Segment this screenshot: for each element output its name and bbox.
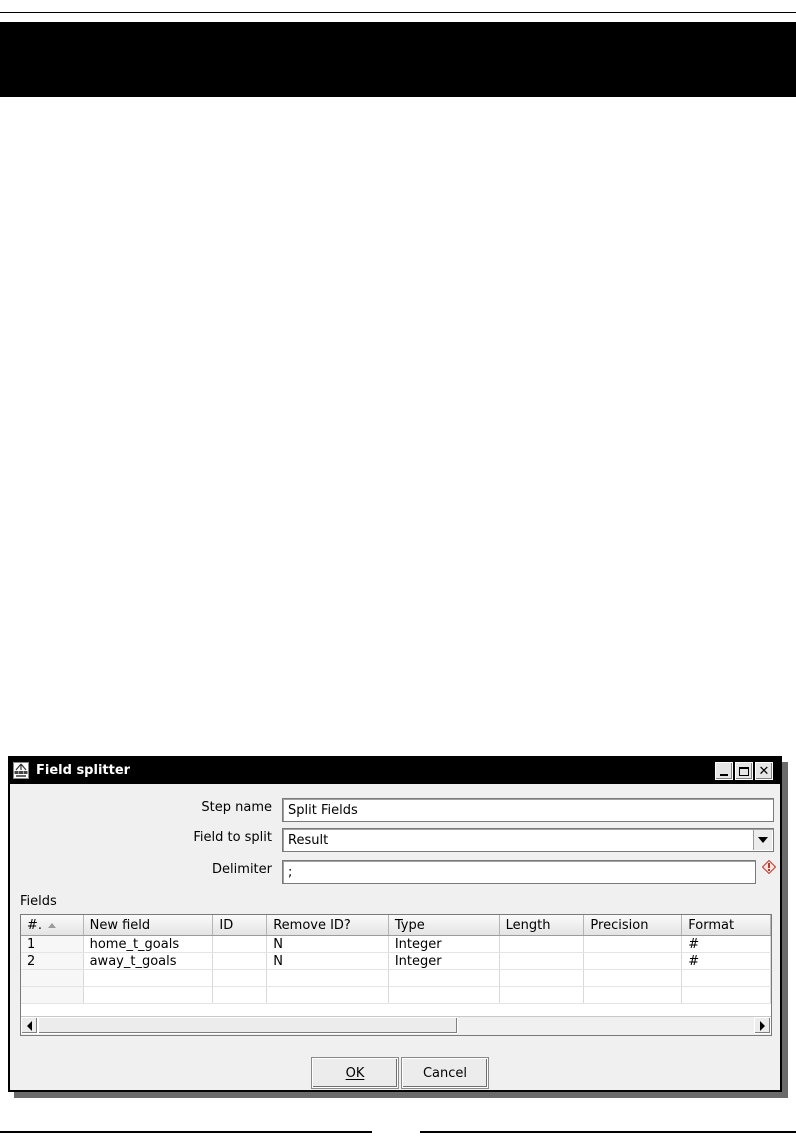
close-icon: ✕ <box>758 763 770 779</box>
table-row[interactable] <box>21 987 771 1004</box>
table-cell[interactable] <box>388 987 499 1004</box>
table-cell[interactable]: N <box>267 936 389 953</box>
table-cell[interactable] <box>267 970 389 987</box>
table-cell[interactable] <box>499 936 584 953</box>
minimize-button[interactable] <box>715 762 733 780</box>
table-cell[interactable] <box>499 987 584 1004</box>
column-header[interactable]: ID <box>213 915 267 936</box>
step-name-input[interactable] <box>282 798 774 822</box>
table-cell[interactable] <box>21 987 83 1004</box>
table-cell[interactable] <box>584 987 682 1004</box>
sort-ascending-icon <box>48 923 56 928</box>
minimize-icon <box>720 774 728 776</box>
ok-button-label: OK <box>345 1065 365 1081</box>
cancel-button[interactable] <box>402 1058 488 1088</box>
table-cell[interactable] <box>83 987 213 1004</box>
table-header-row <box>21 915 771 936</box>
field-to-split-select[interactable] <box>282 828 774 852</box>
table-cell[interactable]: home_t_goals <box>83 936 213 953</box>
column-header[interactable]: Format <box>682 915 771 936</box>
chevron-down-icon <box>758 837 768 843</box>
header-banner <box>0 22 796 97</box>
table-cell[interactable] <box>584 970 682 987</box>
scroll-left-button[interactable] <box>21 1017 38 1034</box>
table-cell[interactable] <box>499 970 584 987</box>
top-rule <box>0 12 796 13</box>
dialog-titlebar[interactable] <box>10 758 780 784</box>
table-cell[interactable]: N <box>267 953 389 970</box>
scrollbar-thumb[interactable] <box>38 1017 458 1034</box>
fields-label: Fields <box>20 894 57 909</box>
column-header[interactable]: Length <box>499 915 584 936</box>
field-to-split-value: Result <box>288 833 329 848</box>
scroll-right-button[interactable] <box>754 1017 771 1034</box>
table-cell[interactable] <box>21 970 83 987</box>
table-cell[interactable] <box>83 970 213 987</box>
table-cell[interactable] <box>267 987 389 1004</box>
column-header[interactable]: New field <box>83 915 213 936</box>
field-splitter-dialog <box>8 756 782 1092</box>
ok-button[interactable] <box>312 1058 398 1088</box>
column-header-label: #. <box>27 917 43 933</box>
cancel-button-label: Cancel <box>422 1065 468 1081</box>
step-name-label: Step name <box>201 800 272 815</box>
delimiter-value: ; <box>288 865 293 880</box>
table-row[interactable] <box>21 970 771 987</box>
dropdown-button[interactable] <box>753 830 772 850</box>
table-cell[interactable]: # <box>682 936 771 953</box>
table-cell[interactable] <box>213 970 267 987</box>
table-cell[interactable]: Integer <box>388 936 499 953</box>
table-cell[interactable]: 1 <box>21 936 83 953</box>
field-to-split-label: Field to split <box>193 830 272 845</box>
arrow-left-icon <box>27 1021 32 1031</box>
column-header[interactable]: Precision <box>584 915 682 936</box>
column-header[interactable]: Type <box>388 915 499 936</box>
table-cell[interactable]: away_t_goals <box>83 953 213 970</box>
table-cell[interactable] <box>499 953 584 970</box>
table-cell[interactable] <box>388 970 499 987</box>
fields-table <box>21 915 771 1004</box>
fields-grid <box>20 914 772 1036</box>
delimiter-input[interactable] <box>282 860 756 884</box>
table-cell[interactable] <box>213 936 267 953</box>
table-cell[interactable] <box>584 953 682 970</box>
table-cell[interactable] <box>682 970 771 987</box>
horizontal-scrollbar[interactable] <box>21 1016 771 1035</box>
step-name-value: Split Fields <box>288 803 358 818</box>
app-icon <box>13 762 29 779</box>
column-header[interactable]: Remove ID? <box>267 915 389 936</box>
footer-rule-right <box>420 1131 796 1133</box>
table-row[interactable] <box>21 953 771 970</box>
maximize-icon <box>739 767 749 776</box>
table-cell[interactable] <box>213 953 267 970</box>
table-cell[interactable]: Integer <box>388 953 499 970</box>
delimiter-label: Delimiter <box>212 862 272 877</box>
arrow-right-icon <box>760 1021 765 1031</box>
close-button[interactable] <box>755 762 773 780</box>
table-cell[interactable] <box>584 936 682 953</box>
table-cell[interactable]: # <box>682 953 771 970</box>
table-cell[interactable] <box>682 987 771 1004</box>
footer-rule-left <box>0 1131 372 1133</box>
maximize-button[interactable] <box>735 762 753 780</box>
variable-diamond-icon[interactable] <box>762 859 776 873</box>
table-row[interactable] <box>21 936 771 953</box>
table-cell[interactable] <box>213 987 267 1004</box>
dialog-title: Field splitter <box>36 763 131 778</box>
table-cell[interactable]: 2 <box>21 953 83 970</box>
column-header[interactable] <box>21 915 83 936</box>
